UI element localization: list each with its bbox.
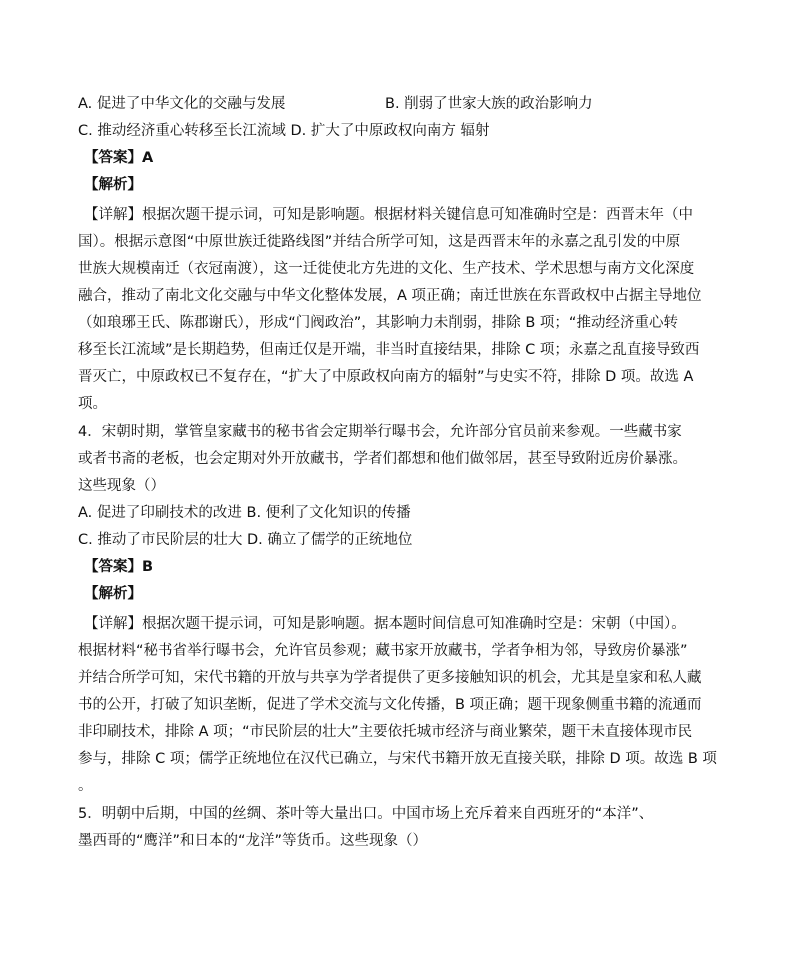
q4-stem-line: 或者书斋的老板，也会定期对外开放藏书，学者们都想和他们做邻居，甚至导致附近房价暴涨。: [78, 451, 687, 467]
q4-analysis-line: 书的公开，打破了知识垄断，促进了学术交流与文化传播，B 项正确；题干现象侧重书籍的流通而: [78, 697, 702, 713]
q3-analysis-line: 晋灭亡，中原政权已不复存在，“扩大了中原政权向南方的辐射”与史实不符，排除 D 项。故选 A: [78, 369, 694, 385]
q4-analysis-line: 参与，排除 C 项；儒学正统地位在汉代已确立，与宋代书籍开放无直接关联，排除 D 项。故选 B 项: [78, 751, 717, 767]
q3-answer: 【答案】A: [84, 150, 154, 166]
q3-analysis-heading: 【解析】: [84, 177, 142, 193]
q4-analysis-line: 根据材料“秘书省举行曝书会，允许官员参观；藏书家开放藏书，学者争相为邻，导致房价暴涨”: [78, 643, 688, 659]
q3-analysis-line: 世族大规模南迁（衣冠南渡），这一迁徙使北方先进的文化、生产技术、学术思想与南方文化深度: [78, 261, 695, 277]
q4-analysis-line: 【详解】根据次题干提示词，可知是影响题。据本题时间信息可知准确时空是：宋朝（中国）。: [84, 616, 686, 632]
q3-option-b: B. 削弱了世家大族的政治影响力: [385, 96, 593, 112]
q4-analysis-line: 。: [78, 778, 93, 794]
q3-option-cd: C. 推动经济重心转移至长江流域 D. 扩大了中原政权向南方 辐射: [78, 123, 490, 139]
q3-analysis-line: 项。: [78, 396, 107, 412]
q4-stem-line: 4．宋朝时期，掌管皇家藏书的秘书省会定期举行曝书会，允许部分官员前来参观。一些藏书家: [78, 424, 682, 440]
q4-option-cd: C. 推动了市民阶层的壮大 D. 确立了儒学的正统地位: [78, 532, 413, 548]
q4-stem-line: 这些现象（）: [78, 478, 165, 494]
q3-analysis-line: 融合，推动了南北文化交融与中华文化整体发展，A 项正确；南迁世族在东晋政权中占据主导地位: [78, 288, 702, 304]
q5-stem-line: 墨西哥的“鹰洋”和日本的“龙洋”等货币。这些现象（）: [78, 833, 428, 849]
q4-analysis-line: 非印刷技术，排除 A 项；“市民阶层的壮大”主要依托城市经济与商业繁荣，题干未直接体现市民: [78, 724, 693, 740]
q4-analysis-line: 并结合所学可知，宋代书籍的开放与共享为学者提供了更多接触知识的机会，尤其是皇家和私人藏: [78, 670, 702, 686]
q4-option-ab: A. 促进了印刷技术的改进 B. 便利了文化知识的传播: [78, 505, 411, 521]
q3-option-a: A. 促进了中华文化的交融与发展: [78, 96, 286, 112]
q3-analysis-line: 移至长江流域”是长期趋势，但南迁仅是开端，非当时直接结果，排除 C 项；永嘉之乱直接导致西: [78, 342, 700, 358]
q4-answer: 【答案】B: [84, 559, 154, 575]
q4-analysis-heading: 【解析】: [84, 586, 142, 602]
q3-analysis-line: （如琅琊王氏、陈郡谢氏），形成“门阀政治”，其影响力未削弱，排除 B 项；“推动经济重心转: [78, 315, 678, 331]
q5-stem-line: 5．明朝中后期，中国的丝绸、茶叶等大量出口。中国市场上充斥着来自西班牙的“本洋”、: [78, 806, 654, 822]
q3-analysis-line: 【详解】根据次题干提示词，可知是影响题。根据材料关键信息可知准确时空是：西晋末年（中: [84, 207, 693, 223]
q3-analysis-line: 国）。根据示意图“中原世族迁徙路线图”并结合所学可知，这是西晋末年的永嘉之乱引发的中原: [78, 234, 681, 250]
